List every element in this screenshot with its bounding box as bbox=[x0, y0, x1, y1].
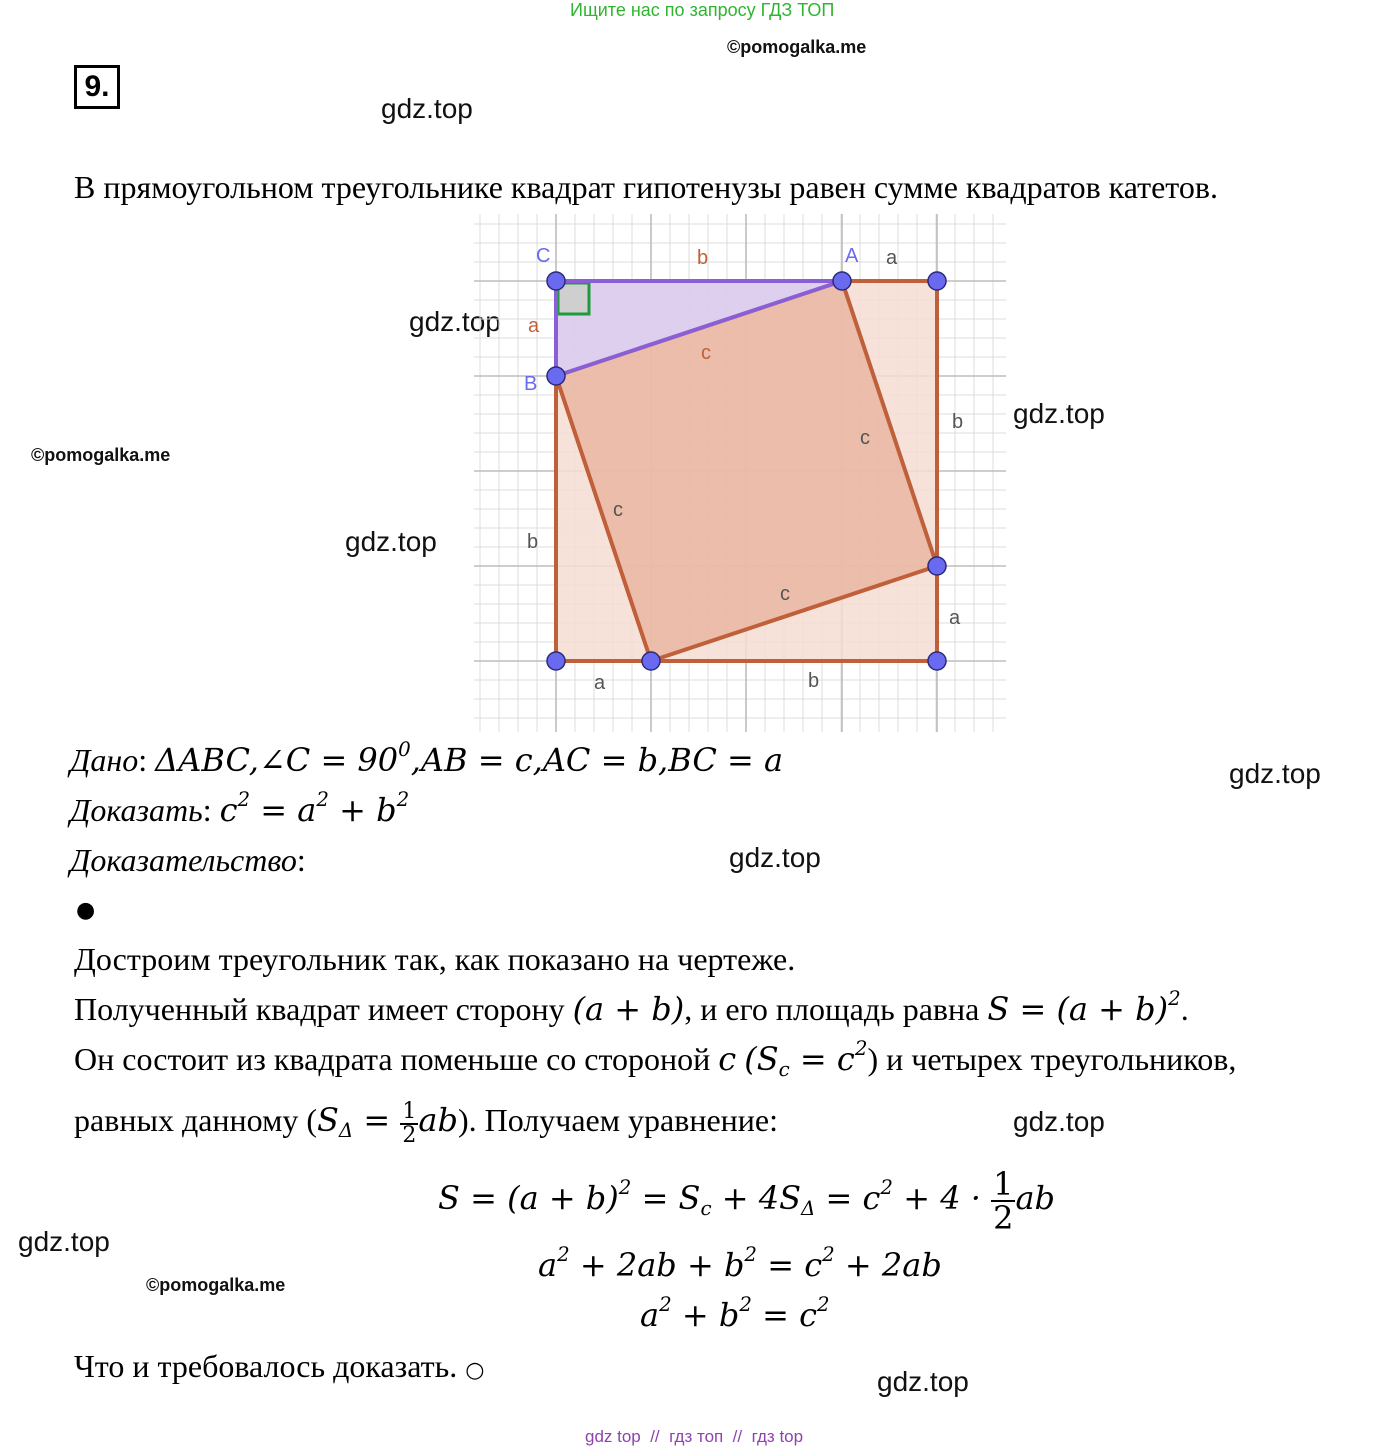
point-bottom-right bbox=[928, 652, 946, 670]
frac-den: 2 bbox=[402, 1122, 417, 1148]
eq2-exp-3: 2 bbox=[822, 1243, 835, 1267]
theorem-text: В прямоугольном треугольнике квадрат гипотенузы равен сумме квадратов катетов. bbox=[74, 169, 1218, 205]
point-b bbox=[547, 367, 565, 385]
prove-c-exp: 2 bbox=[237, 788, 251, 812]
end-of-proof-icon: ○ bbox=[465, 1358, 485, 1383]
conclusion-text: Что и требовалось доказать. bbox=[74, 1348, 458, 1384]
watermark-pomogalka-1: ©pomogalka.me bbox=[31, 445, 171, 465]
eq3-exp-1: 2 bbox=[659, 1293, 672, 1317]
watermark-pomogalka-2: ©pomogalka.me bbox=[146, 1275, 286, 1295]
problem-number-text: 9. bbox=[84, 70, 110, 103]
proof-label: Доказательство bbox=[70, 842, 297, 878]
proof-line2-end: . bbox=[1180, 991, 1189, 1027]
proof-line2-mid: , и его площадь равна bbox=[684, 991, 980, 1027]
eq1-sub-c: c bbox=[700, 1196, 712, 1220]
frac-num: 1 bbox=[402, 1098, 417, 1124]
point-bottom-left bbox=[547, 652, 565, 670]
footer-links: gdz top // гдз топ // гдз top bbox=[585, 1427, 804, 1446]
label-vertex-a: A bbox=[845, 245, 859, 267]
eq1-exp: 2 bbox=[618, 1176, 632, 1200]
label-inner-c-bottom: c bbox=[780, 583, 790, 605]
proof-line3-open: (S bbox=[744, 1040, 779, 1078]
label-cb-a: a bbox=[528, 315, 540, 337]
label-inner-c-left: c bbox=[613, 499, 623, 521]
proof-line3-pre: Он состоит из квадрата поменьше со стороной bbox=[74, 1041, 711, 1077]
proof-line3-eq: = c bbox=[789, 1040, 855, 1078]
given-comma-1: , bbox=[248, 741, 259, 779]
bullet-point: ● bbox=[76, 898, 96, 923]
given-triangle: ΔABC bbox=[155, 741, 249, 779]
eq1-ab: ab bbox=[1015, 1179, 1055, 1217]
proof-line4-pre: равных данному ( bbox=[74, 1102, 317, 1138]
watermark-gdz-5: gdz.top bbox=[1229, 758, 1321, 789]
eq3-exp-2: 2 bbox=[739, 1293, 752, 1317]
equation-1 bbox=[438, 1158, 1055, 1238]
equation-2 bbox=[538, 1243, 942, 1284]
proof-line4-post: ). Получаем уравнение: bbox=[457, 1102, 778, 1138]
eq1-exp2: 2 bbox=[880, 1176, 894, 1200]
eq1-part-a: S = (a + b) bbox=[438, 1179, 619, 1217]
prove-eq: = bbox=[250, 791, 298, 829]
label-vertex-b: B bbox=[524, 373, 538, 395]
eq3-part-c: = c bbox=[751, 1296, 818, 1334]
given-bc: BC = a bbox=[668, 741, 784, 779]
proof-line2-s: S = (a + b) bbox=[987, 990, 1169, 1028]
prove-a-exp: 2 bbox=[316, 788, 329, 812]
proof-line4-s: S bbox=[316, 1101, 339, 1139]
proof-line3-c: c bbox=[718, 1040, 737, 1078]
eq1-part-b: = S bbox=[631, 1179, 701, 1217]
eq3-part-b: + b bbox=[671, 1296, 740, 1334]
eq2-part-a: a bbox=[538, 1246, 558, 1284]
proof-line2-expr: (a + b) bbox=[572, 990, 685, 1028]
given-angle: ∠C = 90 bbox=[258, 741, 399, 779]
search-hint: Ищите нас по запросу ГДЗ ТОП bbox=[570, 0, 835, 20]
eq2-exp-2: 2 bbox=[744, 1243, 758, 1267]
eq3-part-a: a bbox=[640, 1296, 660, 1334]
given-comma-4: , bbox=[658, 741, 669, 779]
proof-sep: : bbox=[296, 842, 306, 878]
eq1-sub-d: Δ bbox=[801, 1196, 816, 1220]
label-right-a: a bbox=[949, 607, 961, 629]
label-left-b: b bbox=[527, 531, 539, 553]
proof-line4-ab: ab bbox=[418, 1101, 458, 1139]
eq2-part-b: + 2ab + b bbox=[569, 1246, 745, 1284]
proof-line2-pre: Полученный квадрат имеет сторону bbox=[74, 991, 565, 1027]
prove-label: Доказать bbox=[70, 792, 203, 828]
watermark-gdz-9: gdz.top bbox=[877, 1366, 969, 1397]
watermark-gdz-3: gdz.top bbox=[1013, 398, 1105, 429]
eq2-part-d: + 2ab bbox=[834, 1246, 942, 1284]
watermark-gdz-2: gdz.top bbox=[409, 306, 501, 337]
fraction-one-half bbox=[400, 1098, 418, 1148]
problem-number bbox=[74, 65, 120, 109]
label-inner-c-right: c bbox=[860, 427, 870, 449]
watermark-gdz-7: gdz.top bbox=[1013, 1106, 1105, 1137]
equation-3 bbox=[640, 1293, 830, 1334]
geometry-diagram bbox=[474, 214, 1006, 732]
prove-a: a bbox=[297, 791, 317, 829]
given-angle-exp: 0 bbox=[398, 738, 411, 762]
watermark-gdz-4: gdz.top bbox=[345, 526, 437, 557]
prove-plus: + bbox=[328, 791, 377, 829]
proof-line2-exp: 2 bbox=[1168, 987, 1181, 1011]
label-top-a: a bbox=[886, 247, 898, 269]
proof-line-2 bbox=[74, 987, 1189, 1028]
proof-line-4 bbox=[74, 1088, 778, 1152]
given-line bbox=[70, 738, 784, 779]
proof-label-line bbox=[70, 842, 306, 879]
header-copyright: ©pomogalka.me bbox=[727, 37, 867, 57]
label-ab-c: c bbox=[701, 342, 711, 364]
proof-line4-eq: = bbox=[353, 1101, 401, 1139]
label-right-b: b bbox=[952, 411, 964, 433]
prove-b-exp: 2 bbox=[396, 788, 410, 812]
prove-sep: : bbox=[202, 792, 212, 828]
conclusion-line bbox=[74, 1348, 484, 1385]
proof-line3-sub: c bbox=[778, 1057, 790, 1081]
prove-line bbox=[70, 788, 410, 829]
point-top-right bbox=[928, 272, 946, 290]
given-comma-2: , bbox=[410, 741, 421, 779]
eq1-frac-num: 1 bbox=[993, 1164, 1014, 1203]
prove-c: c bbox=[219, 791, 238, 829]
eq3-exp-3: 2 bbox=[817, 1293, 830, 1317]
label-vertex-c: C bbox=[536, 245, 551, 267]
watermark-gdz-8: gdz.top bbox=[18, 1226, 110, 1257]
proof-line-3 bbox=[74, 1037, 1237, 1081]
eq1-fraction bbox=[991, 1164, 1015, 1237]
given-comma-3: , bbox=[532, 741, 543, 779]
point-right-mid bbox=[928, 557, 946, 575]
label-cb-b: b bbox=[697, 247, 709, 269]
given-label: Дано bbox=[70, 742, 139, 778]
eq1-frac-den: 2 bbox=[993, 1198, 1014, 1237]
eq2-exp-1: 2 bbox=[557, 1243, 570, 1267]
eq2-part-c: = c bbox=[757, 1246, 823, 1284]
eq1-part-d: = c bbox=[815, 1179, 881, 1217]
point-c bbox=[547, 272, 565, 290]
eq1-part-c: + 4S bbox=[711, 1179, 802, 1217]
label-bottom-b: b bbox=[808, 670, 820, 692]
proof-line-1: Достроим треугольник так, как показано на чертеже. bbox=[74, 941, 796, 977]
given-ab: AB = c bbox=[420, 741, 533, 779]
eq1-part-e: + 4 · bbox=[893, 1179, 992, 1217]
proof-line3-post: ) и четырех треугольников, bbox=[867, 1041, 1237, 1077]
given-ac: AC = b bbox=[542, 741, 659, 779]
label-bottom-a: a bbox=[594, 672, 606, 694]
proof-line4-sub: Δ bbox=[338, 1118, 354, 1142]
point-bottom-mid bbox=[642, 652, 660, 670]
point-a bbox=[833, 272, 851, 290]
watermark-gdz-1: gdz.top bbox=[381, 93, 473, 124]
watermark-gdz-6: gdz.top bbox=[729, 842, 821, 873]
proof-line3-exp: 2 bbox=[854, 1037, 868, 1061]
given-sep: : bbox=[138, 742, 148, 778]
prove-b: b bbox=[376, 791, 397, 829]
